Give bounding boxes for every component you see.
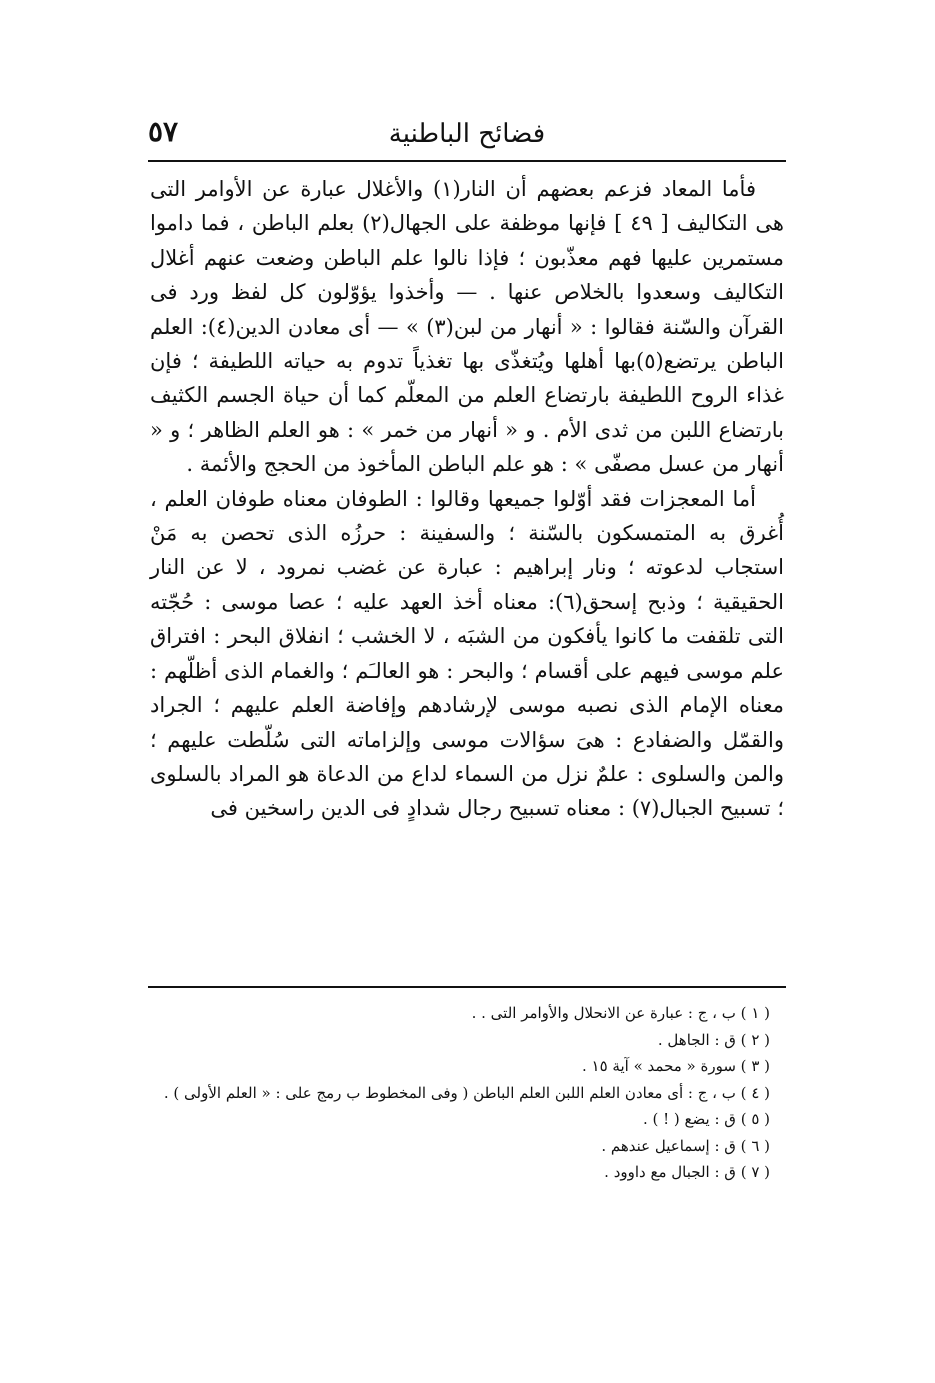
paragraph-mujizat: أما المعجزات فقد أوّلوا جميعها وقالوا : الطوفان معناه طوفان العلم ، أُغرق به المتمسكون بالسّنة ؛ والسفينة : حرزُه الذى تحصن به مَنْ استجاب لدعوته ؛ ونار إبراهيم : عبارة عن غضب نمرود ، لا عن النار الحقيقية ؛ وذبح إسحق(٦): معناه أخذ العهد عليه ؛ عصا موسى : حُجّته التى تلقفت ما كانوا يأفكون من الشبَه ، لا الخشب ؛ انفلاق البحر : افتراق علم موسى فيهم على أقسام ؛ والبحر : هو العالـَم ؛ والغمام الذى أظلّهم : معناه الإمام الذى نصبه موسى لإرشادهم وإفاضة العلم عليهم ؛ الجراد والقمّل والضفادع : هىَ سؤالات موسى وإلزاماته التى سُلّطت عليهم ؛ والمن والسلوى : علمٌ نزل من السماء لداع من الدعاة هو المراد بالسلوى ؛ تسبيح الجبال(٧) : معناه تسبيح رجال شدادٍ فى الدين راسخين فى	[150, 486, 785, 821]
footnote-4: ( ٤ ) ب ، ج : أى معادن العلم اللبن العلم الباطن ( وفى المخطوط ب رمج على : « العلم الأولى ) .	[163, 1083, 770, 1102]
page-number: ٥٧	[148, 115, 179, 148]
footnote-6: ( ٦ ) ق : إسماعيل عندهم .	[601, 1136, 770, 1155]
page-header	[148, 112, 786, 156]
header-rule	[148, 160, 786, 162]
running-title: فضائح الباطنية	[388, 119, 546, 149]
footnote-rule	[148, 986, 786, 988]
main-text	[150, 172, 784, 826]
footnotes	[150, 1000, 784, 1186]
paragraph-maad: فأما المعاد فزعم بعضهم أن النار(١) والأغلال عبارة عن الأوامر التى هى التكاليف [ ٤٩ ] فإنها موظفة على الجهال(٢) بعلم الباطن ، فما داموا مستمرين عليها فهم معذّبون ؛ فإذا نالوا علم الباطن وضعت عنهم أغلال التكاليف وسعدوا بالخلاص عنها . — وأخذوا يؤوّلون كل لفظ ورد فى القرآن والسّنة فقالوا : « أنهار من لبن(٣) » — أى معادن الدين(٤): العلم الباطن يرتضع(٥)بها أهلها ويُتغذّى بها تغذياً تدوم به حياته اللطيفة ؛ فإن غذاء الروح اللطيفة بارتضاع العلم من المعلّم كما أن حياة الجسم الكثيف بارتضاع اللبن من ثدى الأم . و « أنهار من خمر » : هو العلم الظاهر ؛ و « أنهار من عسل مصفّى » : هو علم الباطن المأخوذ من الحجج والأئمة .	[150, 177, 784, 477]
footnote-2: ( ٢ ) ق : الجاهل .	[657, 1030, 770, 1049]
footnote-1: ( ١ ) ب ، ج : عبارة عن الانحلال والأوامر التى . .	[471, 1004, 770, 1022]
footnote-3: ( ٣ ) سورة « محمد » آية ١٥ .	[581, 1057, 770, 1075]
footnote-7: ( ٧ ) ق : الجبال مع داوود .	[604, 1163, 770, 1181]
footnote-5: ( ٥ ) ق : يضع ( ! ) .	[642, 1110, 770, 1128]
